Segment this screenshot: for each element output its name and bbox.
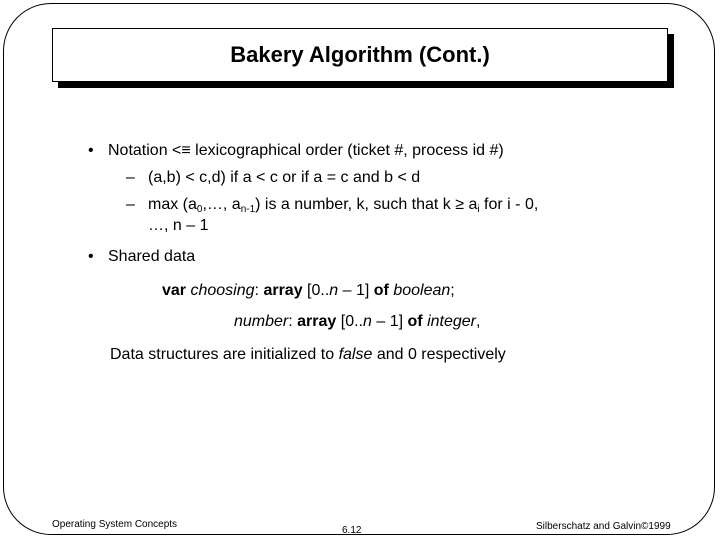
footer-course-name: Operating System Concepts: [52, 519, 178, 530]
dash-marker: –: [126, 196, 135, 213]
dash-marker: –: [126, 169, 135, 186]
bullet-marker: •: [88, 142, 94, 159]
footer-copyright: Silberschatz and Galvin©1999: [536, 521, 671, 532]
slide-title: Bakery Algorithm (Cont.): [230, 42, 490, 67]
sub-bullet-max-continued: …, n – 1: [148, 217, 209, 234]
sub-bullet-max: $\max (a_0,\dots$, $a_{n-1}$) is a number, k, such that $k \ge a_i$ for i - 0,: [148, 196, 539, 215]
code-line-choosing: var choosing: array [0..n – 1] of boolean;: [162, 282, 455, 299]
bullet-shared-data: Shared data: [108, 248, 196, 265]
bullet-marker: •: [88, 248, 94, 265]
initialization-note: Data structures are initialized to false and 0 respectively: [110, 346, 506, 363]
code-line-number: number: array [0..n – 1] of integer,: [234, 313, 481, 330]
sub-bullet-lexicographic: (a,b) < c,d) if a < c or if a = c and b < d: [148, 169, 421, 186]
footer-page-number: 6.12: [342, 525, 362, 536]
bullet-notation: Notation <≡ lexicographical order (ticket #, process id #): [108, 142, 504, 159]
title-box: [52, 28, 668, 82]
